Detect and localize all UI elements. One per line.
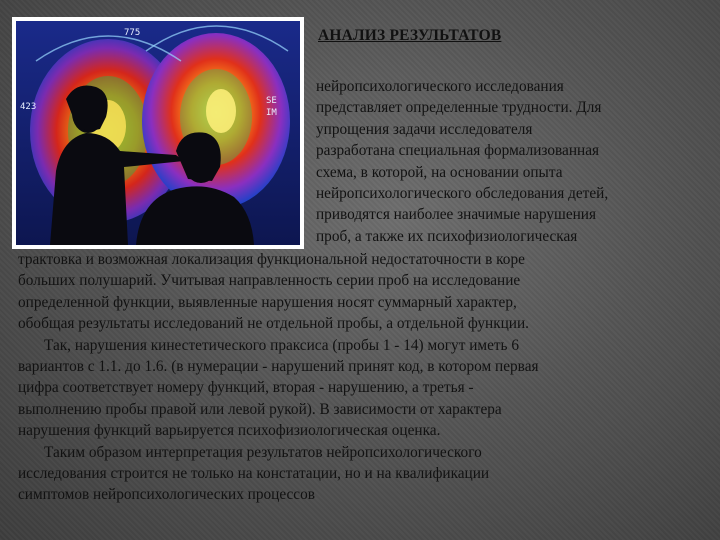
brain-scan-photo [12,17,304,249]
overlay-text-top: 775 [124,28,141,38]
body-line: определенной функции, выявленные нарушения носят суммарный характер, [18,293,517,311]
intro-line: упрощения задачи исследователя [316,120,533,138]
body-line: Таким образом интерпретация результатов нейропсихологического [44,443,482,461]
intro-line: схема, в которой, на основании опыта [316,163,563,181]
overlay-text-right-a: SE [266,96,277,106]
body-line: обобщая результаты исследований не отдельной пробы, а отдельной функции. [18,315,530,333]
intro-line: проб, а также их психофизиологическая [316,227,578,245]
intro-line: разработана специальная формализованная [316,142,600,160]
body-line: трактовка и возможная локализация функциональной недостаточности в коре [18,251,525,268]
body-paragraph [18,249,708,506]
intro-line: нейропсихологического обследования детей, [316,185,609,203]
slide-title: АНАЛИЗ РЕЗУЛЬТАТОВ [318,27,502,44]
body-line: исследования строится не только на констатации, но и на квалификации [18,465,490,483]
overlay-text-right-b: IM [266,108,277,118]
brain-scan-image [16,21,300,245]
body-line: нарушения функций варьируется психофизиологическая оценка. [18,422,441,440]
body-line: больших полушарий. Учитывая направленность серии проб на исследование [18,272,521,290]
intro-line: приводятся наиболее значимые нарушения [316,206,597,224]
body-line: выполнению пробы правой или левой рукой). В зависимости от характера [18,400,502,418]
intro-paragraph [316,76,706,247]
intro-line: нейропсихологического исследования [316,78,564,95]
body-line: цифра соответствует номеру функций, вторая - нарушению, а третья - [18,379,474,397]
body-line: вариантов с 1.1. до 1.6. (в нумерации - нарушений принят код, в котором первая [18,358,539,376]
body-line: Так, нарушения кинестетического праксиса (пробы 1 - 14) могут иметь 6 [44,336,519,354]
overlay-text-left: 423 [20,102,37,112]
intro-line: представляет определенные трудности. Для [316,99,602,117]
body-line: симптомов нейропсихологических процессов [18,486,315,504]
